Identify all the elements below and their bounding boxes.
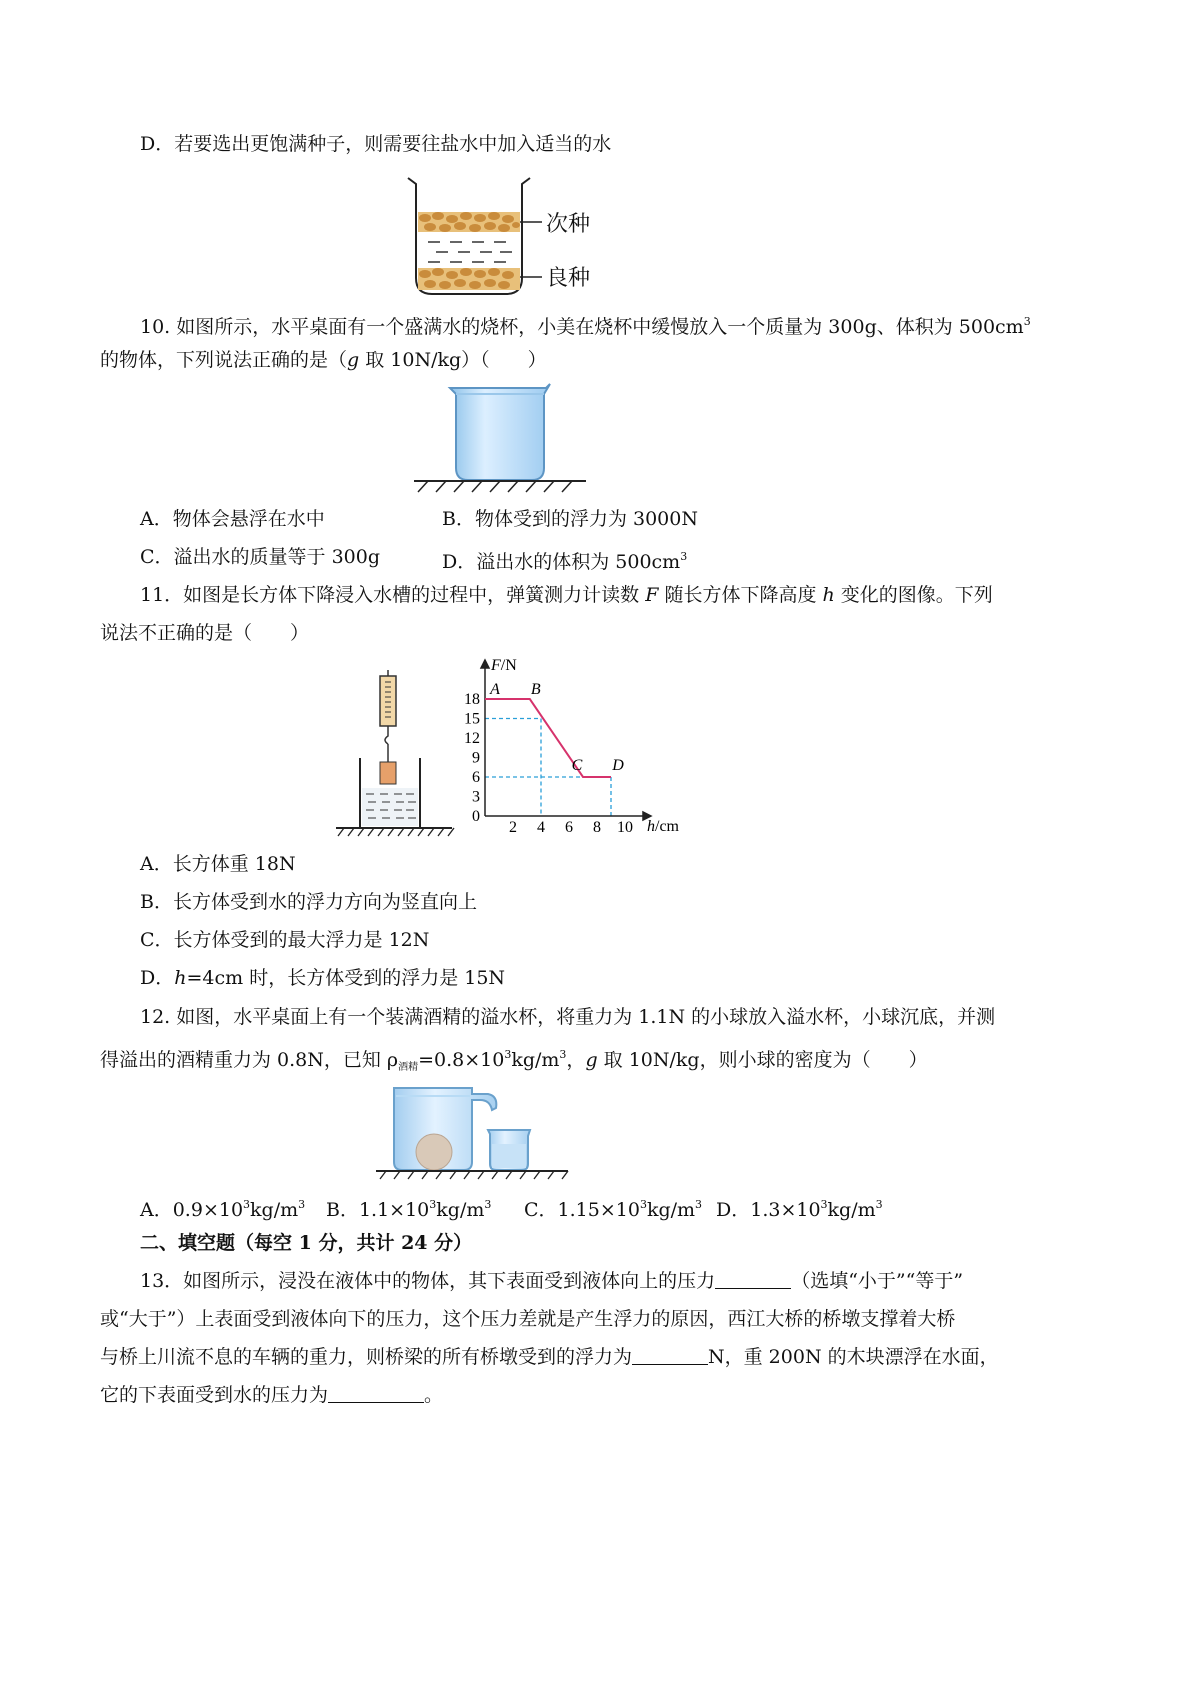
guide-lines (485, 719, 611, 817)
water-dashes (428, 242, 512, 262)
q13-line3: 与桥上川流不息的车辆的重力，则桥梁的所有桥墩受到的浮力为 N，重 200N 的木块漂浮在水面， (100, 1346, 999, 1368)
q11-line2: 说法不正确的是（ ） (100, 622, 310, 644)
point-label: A (490, 681, 500, 698)
y-tick-label: 6 (472, 769, 480, 786)
x-tick-label: 10 (617, 819, 633, 836)
section-heading-fill-blank: 二、填空题（每空 1 分，共计 24 分） (140, 1232, 473, 1254)
q13-line2: 或“大于”）上表面受到液体向下的压力，这个压力差就是产生浮力的原因，西江大桥的桥墩支撑着大桥 (100, 1308, 956, 1330)
y-tick-label: 12 (464, 730, 480, 747)
y-tick-label: 9 (472, 749, 480, 767)
small-ball (416, 1134, 452, 1170)
ground-hatching (338, 828, 454, 836)
q10-option-b: B．物体受到的浮力为 3000N (442, 508, 698, 530)
point-label: C (571, 757, 583, 774)
cuboid-block (380, 762, 396, 784)
point-label: D (612, 757, 624, 774)
q10-line1: 10. 如图所示，水平桌面有一个盛满水的烧杯，小美在烧杯中缓慢放入一个质量为 300g、体积为 $500cm^3$ (140, 315, 1031, 338)
upper-seeds (418, 212, 520, 232)
q13-blank-3[interactable] (328, 1384, 424, 1403)
x-tick-label: 4 (537, 819, 545, 836)
spring-scale-body (380, 676, 396, 726)
point-labels (489, 681, 624, 774)
q13-line1: 13．如图所示，浸没在液体中的物体，其下表面受到液体向上的压力 （选填“小于”“等于” (140, 1270, 964, 1292)
seed-label-inferior: 次种 (546, 212, 591, 237)
beaker-water (450, 384, 550, 480)
table-hatching (418, 481, 572, 492)
q11-option-c: C．长方体受到的最大浮力是 12N (140, 929, 430, 951)
y-tick-labels (464, 691, 480, 825)
graph-axes (481, 660, 651, 820)
table-hatching-2 (380, 1171, 568, 1179)
q10-option-c: C．溢出水的质量等于 300g (140, 546, 381, 568)
q10-option-a: A．物体会悬浮在水中 (140, 508, 325, 530)
x-tick-label: 8 (593, 819, 601, 836)
q13-blank-2[interactable] (632, 1346, 708, 1365)
q9-option-d: D．若要选出更饱满种子，则需要往盐水中加入适当的水 (140, 133, 612, 155)
y-tick-label: 18 (464, 691, 480, 708)
q13-line4: 它的下表面受到水的压力为 。 (100, 1384, 444, 1406)
q11-option-b: B．长方体受到水的浮力方向为竖直向上 (140, 891, 477, 913)
overflow-cup-figure (372, 1078, 572, 1183)
x-tick-labels (509, 819, 633, 836)
water-beaker-figure (410, 380, 590, 495)
y-tick-label: 3 (472, 788, 480, 806)
force-height-graph (455, 650, 690, 845)
q11-option-a: A．长方体重 18N (140, 853, 296, 875)
y-tick-label: 0 (472, 808, 480, 825)
spilled-alcohol (492, 1144, 526, 1168)
y-tick-label: 15 (464, 710, 480, 728)
q12-option-d: D．$1.3\times 10^3kg/m^3$ (716, 1198, 883, 1221)
y-axis-arrow (481, 660, 489, 668)
x-axis-label: h/cm (647, 818, 679, 835)
q12-line1: 12. 如图，水平桌面上有一个装满酒精的溢水杯，将重力为 1.1N 的小球放入溢水杯，小球沉底，并测 (140, 1006, 996, 1028)
x-tick-label: 6 (565, 819, 573, 836)
q13-blank-1[interactable] (715, 1270, 791, 1289)
q10-line2: 的物体，下列说法正确的是（g 取 10N/kg）（ ） (100, 349, 547, 371)
q12-option-a: A．$0.9\times 10^3kg/m^3$ (140, 1198, 306, 1221)
q12-option-c: C．$1.15\times 10^3kg/m^3$ (524, 1198, 703, 1221)
point-label: B (530, 681, 541, 698)
y-axis-label: F/N (491, 657, 517, 674)
x-tick-label: 2 (509, 819, 517, 836)
lower-seeds (418, 268, 520, 290)
q11-option-d: D．h=4cm 时，长方体受到的浮力是 15N (140, 967, 506, 989)
q11-line1: 11．如图是长方体下降浸入水槽的过程中，弹簧测力计读数 F 随长方体下降高度 h 变化的图像。下列 (140, 584, 993, 606)
q10-option-d: D．溢出水的体积为 $500cm^3$ (442, 550, 688, 573)
hook (385, 726, 388, 744)
q12-option-b: B．$1.1\times 10^3kg/m^3$ (326, 1198, 492, 1221)
seed-label-good: 良种 (546, 266, 591, 291)
force-curve (485, 699, 611, 777)
spring-scale-apparatus (330, 670, 460, 845)
q12-line2: 得溢出的酒精重力为 0.8N，已知 $\rho_{酒精}=0.8\times 10^3kg/m^3$，g 取 10N/kg，则小球的密度为（ ） (100, 1048, 928, 1073)
